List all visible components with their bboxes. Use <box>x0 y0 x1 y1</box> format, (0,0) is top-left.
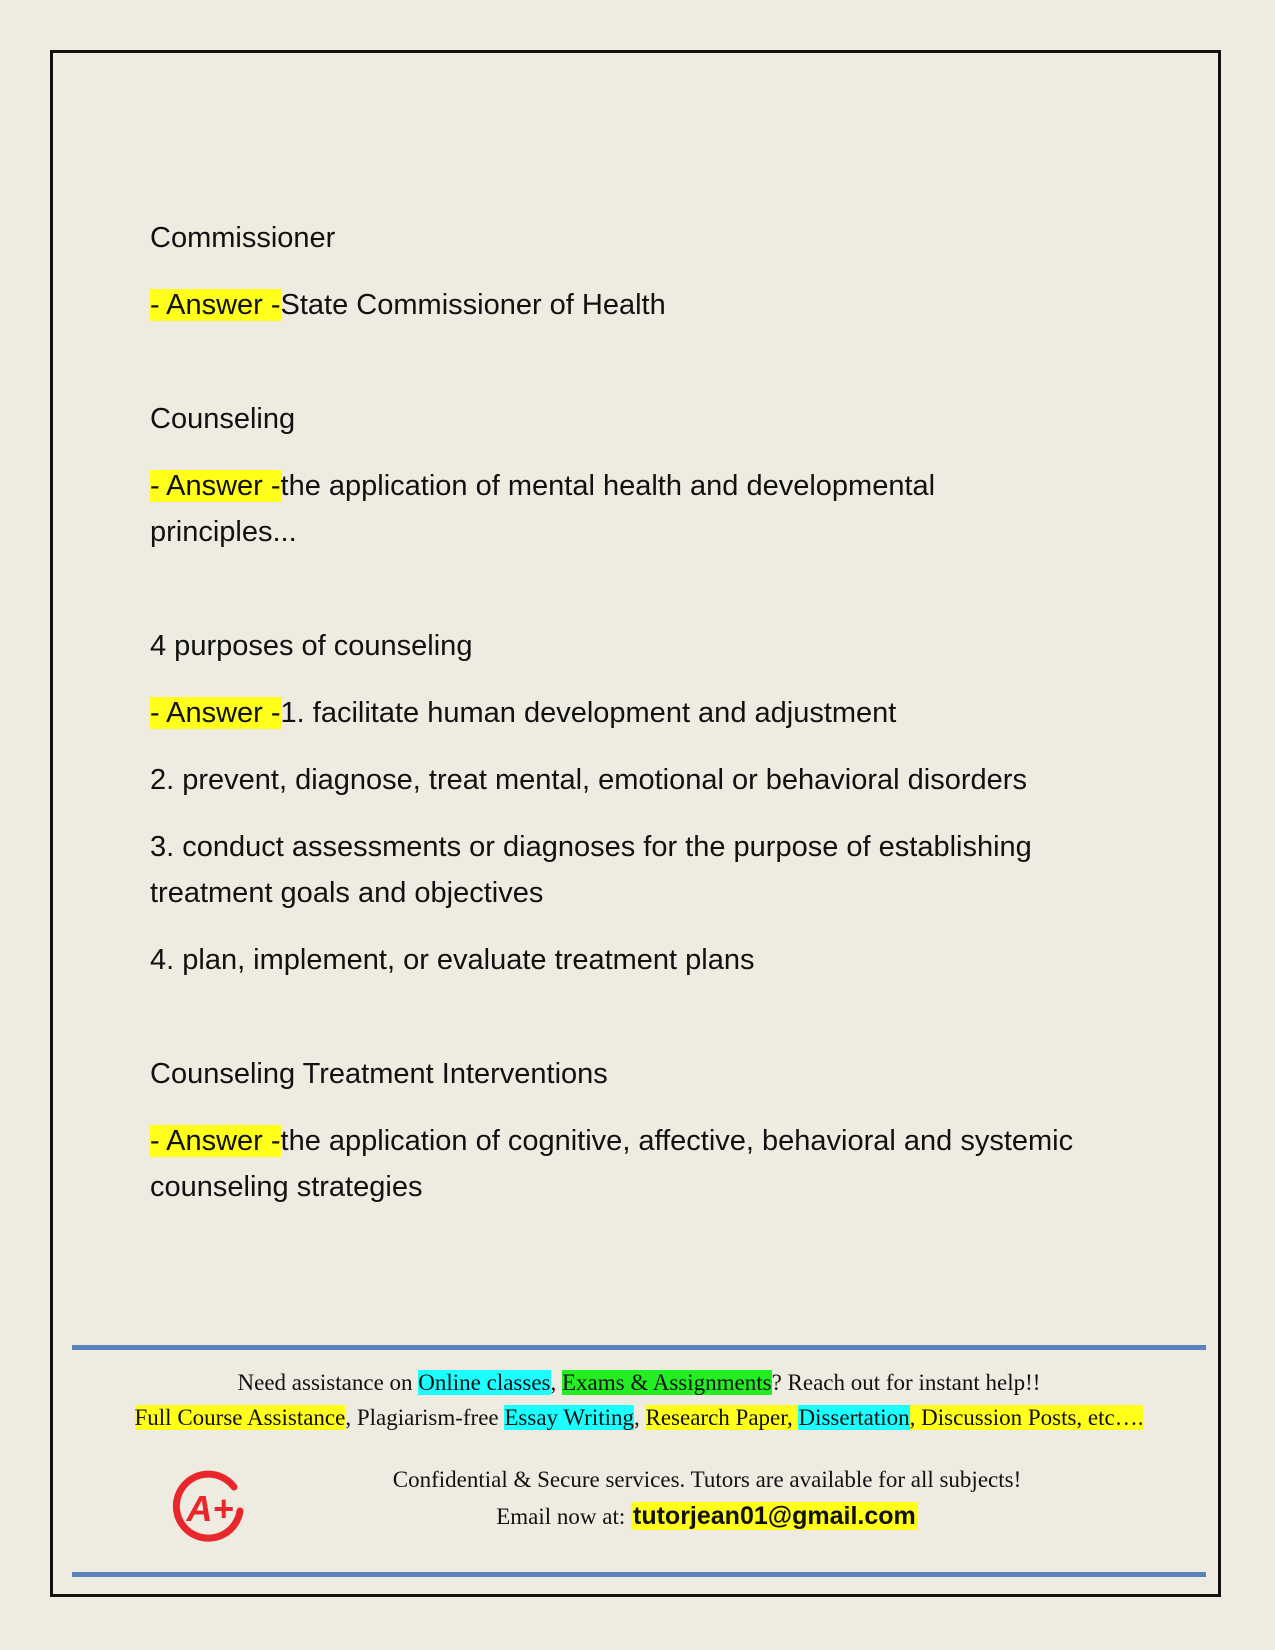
footer-email-line <box>140 1502 1274 1531</box>
answer-interventions <box>150 1118 1110 1210</box>
purpose-item-3: 3. conduct assessments or diagnoses for the purpose of establishing treatment goals and objectives <box>150 831 1032 909</box>
online-classes-link: Online classes <box>418 1370 551 1395</box>
answer-purposes <box>150 690 1150 736</box>
purpose-item-2: 2. prevent, diagnose, treat mental, emotional or behavioral disorders <box>150 764 1027 796</box>
email-link[interactable]: tutorjean01@gmail.com <box>633 1502 916 1530</box>
footer-text: ? Reach out for instant help!! <box>771 1370 1041 1395</box>
term-counseling: Counseling <box>150 403 296 435</box>
footer-text: , Plagiarism-free <box>345 1405 505 1430</box>
answer-label: - Answer - <box>150 289 281 321</box>
answer-label: - Answer - <box>150 470 281 502</box>
answer-label: - Answer - <box>150 697 281 729</box>
answer-counseling <box>150 463 970 555</box>
research-paper-label: Research Paper, <box>645 1405 799 1430</box>
term-commissioner: Commissioner <box>150 222 336 254</box>
discussion-posts-label: , Discussion Posts, etc…. <box>909 1405 1144 1430</box>
purpose-item-4: 4. plan, implement, or evaluate treatment plans <box>150 944 755 976</box>
answer-commissioner <box>150 282 1150 328</box>
email-label: Email now at: <box>496 1504 631 1529</box>
footer-text: , <box>550 1370 562 1395</box>
answer-text: State Commissioner of Health <box>280 289 666 321</box>
answer-text: 1. facilitate human development and adjustment <box>280 697 897 729</box>
footer-text: Need assistance on <box>237 1370 419 1395</box>
exams-assignments-link: Exams & Assignments <box>562 1370 772 1395</box>
term-purposes: 4 purposes of counseling <box>150 630 473 662</box>
svg-text:A+: A+ <box>186 1488 234 1529</box>
footer-line-3: Confidential & Secure services. Tutors are available for all subjects! <box>392 1467 1022 1492</box>
footer-line-2 <box>72 1405 1206 1431</box>
footer-text: , <box>634 1405 646 1430</box>
answer-label: - Answer - <box>150 1125 281 1157</box>
footer-bottom-rule <box>72 1572 1206 1577</box>
essay-writing-label: Essay Writing <box>504 1405 634 1430</box>
qa-content <box>150 215 1150 1210</box>
answer-text: the application of mental health and developmental principles... <box>150 470 936 548</box>
footer-top-rule <box>72 1345 1206 1350</box>
dissertation-label: Dissertation <box>798 1405 910 1430</box>
answer-text: the application of cognitive, affective, behavioral and systemic counseling strategies <box>150 1125 1074 1203</box>
full-course-label: Full Course Assistance <box>134 1405 346 1430</box>
footer-line-1 <box>72 1370 1206 1396</box>
term-interventions: Counseling Treatment Interventions <box>150 1058 608 1090</box>
